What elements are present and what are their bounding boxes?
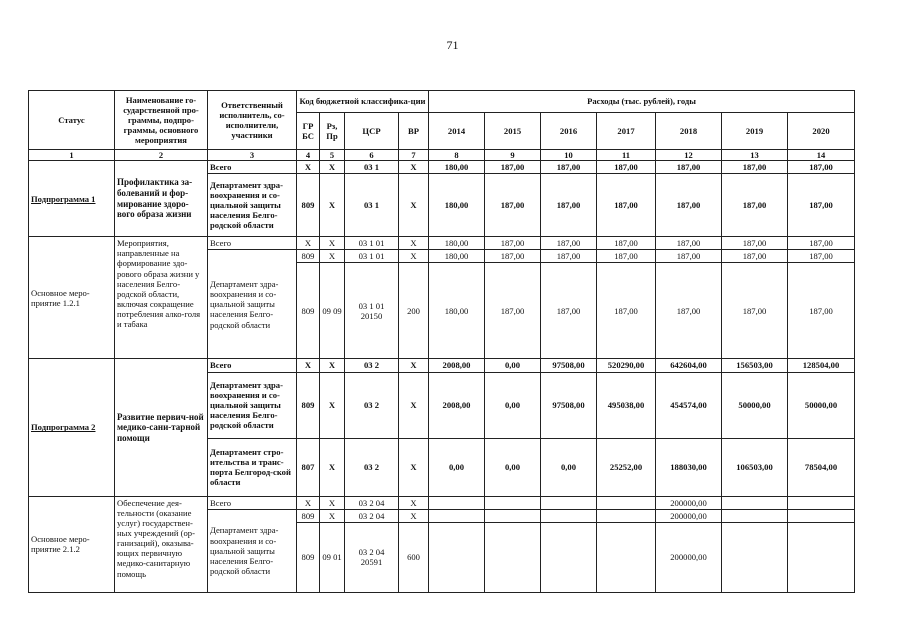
table-row: [29, 161, 855, 174]
column-number: 14: [788, 150, 855, 161]
rzpr-cell: X: [320, 359, 345, 372]
value-cell: 50000,00: [788, 372, 855, 438]
vr-cell: X: [399, 372, 429, 438]
grbs-cell: 807: [297, 438, 320, 496]
value-cell: [485, 522, 541, 592]
header-year: 2015: [485, 113, 541, 150]
value-cell: [541, 496, 597, 509]
table-row: [29, 237, 855, 250]
value-cell: 2008,00: [429, 372, 485, 438]
responsible-cell: Всего: [208, 161, 297, 174]
vr-cell: X: [399, 161, 429, 174]
header-year: 2017: [597, 113, 656, 150]
value-cell: 187,00: [656, 250, 722, 263]
header-responsible: Ответственный исполнитель, со-исполнители, участники: [208, 91, 297, 150]
header-grbs: ГР БС: [297, 113, 320, 150]
responsible-cell: Департамент здра-воохранения и со-циальной защиты населения Белго-родской области: [208, 250, 297, 359]
value-cell: 187,00: [656, 263, 722, 359]
value-cell: [597, 496, 656, 509]
value-cell: [429, 509, 485, 522]
header-budget-code: Код бюджетной классифика-ции: [297, 91, 429, 113]
value-cell: 187,00: [656, 174, 722, 237]
value-cell: 188030,00: [656, 438, 722, 496]
column-number: 13: [722, 150, 788, 161]
column-number: 2: [115, 150, 208, 161]
value-cell: 187,00: [788, 161, 855, 174]
rzpr-cell: X: [320, 496, 345, 509]
csr-cell: 03 1: [345, 174, 399, 237]
value-cell: 187,00: [597, 174, 656, 237]
value-cell: [485, 509, 541, 522]
value-cell: 0,00: [429, 438, 485, 496]
column-number: 4: [297, 150, 320, 161]
responsible-cell: Всего: [208, 237, 297, 250]
value-cell: 78504,00: [788, 438, 855, 496]
vr-cell: X: [399, 359, 429, 372]
value-cell: 187,00: [722, 263, 788, 359]
csr-cell: 03 2 04: [345, 509, 399, 522]
value-cell: 187,00: [485, 263, 541, 359]
value-cell: 180,00: [429, 237, 485, 250]
value-cell: 0,00: [485, 359, 541, 372]
header-year: 2014: [429, 113, 485, 150]
rzpr-cell: X: [320, 237, 345, 250]
value-cell: 520290,00: [597, 359, 656, 372]
name-cell: Обеспечение дея-тельности (оказание услуг) государствен-ных учреждений (ор-ганизаций), оказыва-ющих первичную медико-санитарную помощь: [115, 496, 208, 592]
value-cell: [541, 522, 597, 592]
value-cell: 200000,00: [656, 496, 722, 509]
value-cell: 50000,00: [722, 372, 788, 438]
value-cell: 2008,00: [429, 359, 485, 372]
rzpr-cell: X: [320, 509, 345, 522]
value-cell: [429, 522, 485, 592]
value-cell: 187,00: [541, 263, 597, 359]
header-expenses: Расходы (тыс. рублей), годы: [429, 91, 855, 113]
column-number: 6: [345, 150, 399, 161]
value-cell: 187,00: [597, 263, 656, 359]
value-cell: 187,00: [722, 161, 788, 174]
value-cell: 187,00: [788, 174, 855, 237]
value-cell: 187,00: [597, 161, 656, 174]
value-cell: [541, 509, 597, 522]
status-cell: Основное меро-приятие 2.1.2: [29, 496, 115, 592]
column-number: 8: [429, 150, 485, 161]
value-cell: 454574,00: [656, 372, 722, 438]
grbs-cell: X: [297, 161, 320, 174]
vr-cell: X: [399, 509, 429, 522]
header-year: 2019: [722, 113, 788, 150]
responsible-cell: Департамент стро-ительства и транс-порта Белгород-ской области: [208, 438, 297, 496]
responsible-cell: Всего: [208, 496, 297, 509]
budget-table: [28, 90, 855, 593]
vr-cell: X: [399, 438, 429, 496]
value-cell: 187,00: [722, 250, 788, 263]
header-year: 2016: [541, 113, 597, 150]
header-rzpr: Рз, Пр: [320, 113, 345, 150]
vr-cell: X: [399, 237, 429, 250]
csr-cell: 03 2: [345, 359, 399, 372]
csr-cell: 03 1 01 20150: [345, 263, 399, 359]
table-row: [29, 496, 855, 509]
header-status: Статус: [29, 91, 115, 150]
value-cell: 187,00: [722, 174, 788, 237]
csr-cell: 03 2: [345, 438, 399, 496]
grbs-cell: 809: [297, 522, 320, 592]
column-number: 11: [597, 150, 656, 161]
grbs-cell: 809: [297, 250, 320, 263]
value-cell: 187,00: [541, 237, 597, 250]
grbs-cell: X: [297, 237, 320, 250]
value-cell: [788, 496, 855, 509]
value-cell: 187,00: [485, 174, 541, 237]
name-cell: Профилактика за-болеваний и фор-мирование здоро-вого образа жизни: [115, 161, 208, 237]
value-cell: [722, 509, 788, 522]
value-cell: [485, 496, 541, 509]
grbs-cell: 809: [297, 263, 320, 359]
rzpr-cell: X: [320, 250, 345, 263]
value-cell: 0,00: [485, 372, 541, 438]
value-cell: 180,00: [429, 174, 485, 237]
value-cell: [429, 496, 485, 509]
grbs-cell: 809: [297, 372, 320, 438]
responsible-cell: Всего: [208, 359, 297, 372]
csr-cell: 03 1 01: [345, 250, 399, 263]
column-number: 5: [320, 150, 345, 161]
status-cell: Подпрограмма 2: [29, 359, 115, 496]
grbs-cell: X: [297, 359, 320, 372]
grbs-cell: X: [297, 496, 320, 509]
value-cell: 200000,00: [656, 522, 722, 592]
value-cell: 180,00: [429, 263, 485, 359]
value-cell: 128504,00: [788, 359, 855, 372]
value-cell: 25252,00: [597, 438, 656, 496]
value-cell: [788, 509, 855, 522]
rzpr-cell: X: [320, 174, 345, 237]
table-row: [29, 359, 855, 372]
value-cell: 187,00: [656, 161, 722, 174]
value-cell: 187,00: [788, 237, 855, 250]
column-number: 1: [29, 150, 115, 161]
csr-cell: 03 1 01: [345, 237, 399, 250]
value-cell: [597, 509, 656, 522]
value-cell: 187,00: [485, 237, 541, 250]
vr-cell: X: [399, 250, 429, 263]
vr-cell: X: [399, 496, 429, 509]
value-cell: 187,00: [485, 250, 541, 263]
value-cell: 187,00: [597, 237, 656, 250]
value-cell: 187,00: [722, 237, 788, 250]
value-cell: 187,00: [597, 250, 656, 263]
value-cell: 97508,00: [541, 359, 597, 372]
rzpr-cell: 09 09: [320, 263, 345, 359]
rzpr-cell: X: [320, 372, 345, 438]
column-number: 10: [541, 150, 597, 161]
value-cell: 642604,00: [656, 359, 722, 372]
value-cell: 187,00: [656, 237, 722, 250]
value-cell: 187,00: [541, 174, 597, 237]
value-cell: 0,00: [485, 438, 541, 496]
value-cell: 180,00: [429, 161, 485, 174]
header-year: 2020: [788, 113, 855, 150]
status-cell: Подпрограмма 1: [29, 161, 115, 237]
vr-cell: 200: [399, 263, 429, 359]
column-number: 9: [485, 150, 541, 161]
value-cell: [722, 522, 788, 592]
value-cell: 495038,00: [597, 372, 656, 438]
value-cell: 180,00: [429, 250, 485, 263]
value-cell: 187,00: [541, 161, 597, 174]
column-number: 3: [208, 150, 297, 161]
name-cell: Развитие первич-ной медико-сани-тарной помощи: [115, 359, 208, 496]
grbs-cell: 809: [297, 509, 320, 522]
csr-cell: 03 2 04: [345, 496, 399, 509]
column-number: 7: [399, 150, 429, 161]
value-cell: 0,00: [541, 438, 597, 496]
header-name: Наименование го-сударственной про-граммы, подпро-граммы, основного мероприятия: [115, 91, 208, 150]
value-cell: [722, 496, 788, 509]
rzpr-cell: X: [320, 161, 345, 174]
value-cell: 156503,00: [722, 359, 788, 372]
header-row-1: [29, 91, 855, 113]
vr-cell: X: [399, 174, 429, 237]
csr-cell: 03 2 04 20591: [345, 522, 399, 592]
column-number-row: [29, 150, 855, 161]
value-cell: [788, 522, 855, 592]
value-cell: 97508,00: [541, 372, 597, 438]
status-cell: Основное меро-приятие 1.2.1: [29, 237, 115, 359]
csr-cell: 03 1: [345, 161, 399, 174]
responsible-cell: Департамент здра-воохранения и со-циальной защиты населения Белго-родской области: [208, 174, 297, 237]
header-year: 2018: [656, 113, 722, 150]
header-vr: ВР: [399, 113, 429, 150]
header-csr: ЦСР: [345, 113, 399, 150]
value-cell: 187,00: [788, 250, 855, 263]
vr-cell: 600: [399, 522, 429, 592]
value-cell: 187,00: [788, 263, 855, 359]
responsible-cell: Департамент здра-воохранения и со-циальной защиты населения Белго-родской области: [208, 372, 297, 438]
value-cell: 187,00: [485, 161, 541, 174]
rzpr-cell: X: [320, 438, 345, 496]
csr-cell: 03 2: [345, 372, 399, 438]
rzpr-cell: 09 01: [320, 522, 345, 592]
value-cell: 106503,00: [722, 438, 788, 496]
column-number: 12: [656, 150, 722, 161]
responsible-cell: Департамент здра-воохранения и со-циальной защиты населения Белго-родской области: [208, 509, 297, 592]
grbs-cell: 809: [297, 174, 320, 237]
value-cell: 187,00: [541, 250, 597, 263]
name-cell: Мероприятия, направленные на формирование здо-рового образа жизни у населения Белго-родской области, включая сокращение потребления алко-голя и табака: [115, 237, 208, 359]
page-number: 71: [446, 38, 459, 52]
value-cell: [597, 522, 656, 592]
value-cell: 200000,00: [656, 509, 722, 522]
